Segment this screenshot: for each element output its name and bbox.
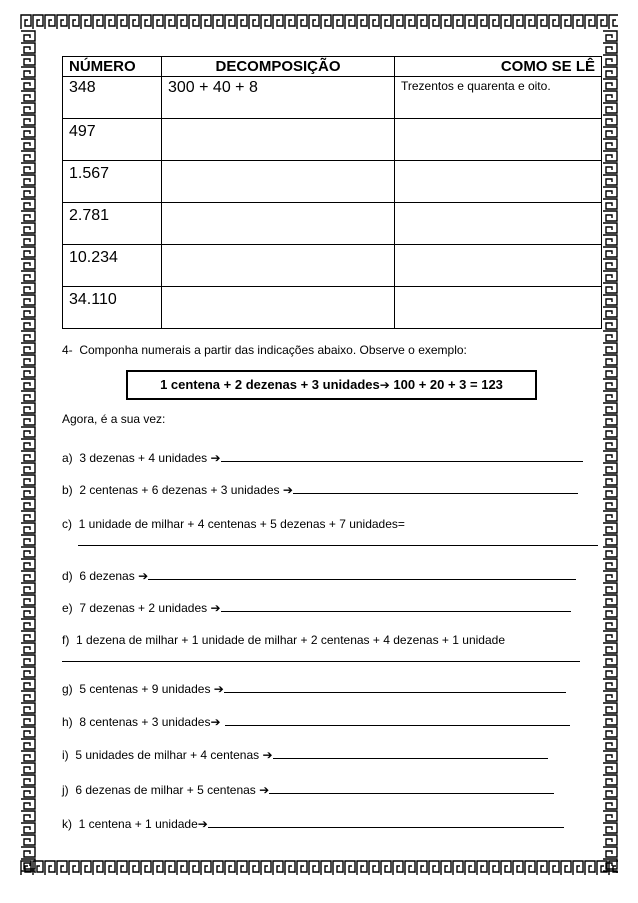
item-k [62,815,564,831]
answer-line[interactable] [148,567,576,580]
arrow-right-icon: ➔ [379,378,390,392]
arrow-right-icon: ➔ [259,783,270,797]
item-letter: e) [62,601,73,615]
item-a [62,449,583,465]
item-letter: i) [62,748,69,762]
answer-line[interactable] [273,746,548,759]
item-letter: j) [62,783,69,797]
answer-line[interactable] [78,533,598,546]
header-numero: NÚMERO [63,57,162,77]
table-row [63,287,602,329]
item-b [62,481,578,497]
table-header-row [63,57,602,77]
example-text: 1 centena + 2 dezenas + 3 unidades [160,377,380,392]
item-text: 1 centena + 1 unidade [78,817,198,831]
table-row [63,203,602,245]
decorative-border-right [602,30,618,873]
answer-line[interactable] [208,815,564,828]
item-letter: b) [62,483,73,497]
cell-decomposicao[interactable] [162,161,395,203]
header-como-se-le: COMO SE LÊ [395,57,602,77]
arrow-right-icon: ➔ [282,483,293,497]
arrow-right-icon: ➔ [138,569,149,583]
item-letter: g) [62,682,73,696]
cell-decomposicao[interactable] [162,203,395,245]
cell-numero: 1.567 [63,161,162,203]
answer-line[interactable] [221,449,583,462]
item-g [62,680,566,696]
cell-numero: 348 [63,77,162,119]
example-result: 100 + 20 + 3 = 123 [389,377,503,392]
arrow-right-icon: ➔ [262,748,273,762]
arrow-right-icon: ➔ [210,601,221,615]
item-f-answer [62,649,580,665]
item-text: 6 dezenas [79,569,139,583]
item-text: 7 dezenas + 2 unidades [79,601,211,615]
cell-leitura[interactable] [395,161,602,203]
arrow-right-icon: ➔ [210,715,221,729]
cell-leitura[interactable]: Trezentos e quarenta e oito. [395,77,602,119]
prompt-text: Agora, é a sua vez: [62,412,166,426]
arrow-right-icon: ➔ [213,682,224,696]
item-text: 1 unidade de milhar + 4 centenas + 5 dezenas + 7 unidades= [78,517,405,531]
item-text: 6 dezenas de milhar + 5 centenas [75,783,260,797]
table-row [63,161,602,203]
item-e [62,599,571,615]
item-f [62,633,505,647]
example-box [126,370,537,400]
table-row [63,77,602,119]
item-c-answer [78,533,598,549]
item-letter: k) [62,817,72,831]
item-text: 1 dezena de milhar + 1 unidade de milhar + 2 centenas + 4 dezenas + 1 unidade [76,633,505,647]
item-text: 2 centenas + 6 dezenas + 3 unidades [79,483,283,497]
item-text: 3 dezenas + 4 unidades [79,451,211,465]
cell-decomposicao[interactable] [162,287,395,329]
answer-line[interactable] [224,680,566,693]
cell-numero: 497 [63,119,162,161]
answer-line[interactable] [269,781,554,794]
cell-numero: 10.234 [63,245,162,287]
answer-line[interactable] [221,599,571,612]
cell-decomposicao[interactable] [162,245,395,287]
cell-decomposicao[interactable] [162,119,395,161]
cell-numero: 34.110 [63,287,162,329]
item-letter: f) [62,633,70,647]
item-text: 5 centenas + 9 unidades [79,682,214,696]
item-h [62,713,570,729]
answer-line[interactable] [62,649,580,662]
decorative-border-top [20,14,618,30]
cell-leitura[interactable] [395,245,602,287]
cell-leitura[interactable] [395,203,602,245]
arrow-right-icon: ➔ [210,451,221,465]
decorative-border-left [20,30,36,873]
item-d [62,567,576,583]
item-letter: h) [62,715,73,729]
item-c [62,517,405,531]
cell-leitura[interactable] [395,287,602,329]
exercise-instruction [62,343,467,357]
cell-decomposicao[interactable]: 300 + 40 + 8 [162,77,395,119]
table-row [63,119,602,161]
answer-line[interactable] [293,481,578,494]
header-decomposicao: DECOMPOSIÇÃO [162,57,395,77]
instruction-text: Componha numerais a partir das indicações abaixo. Observe o exemplo: [79,343,467,357]
exercise-number: 4- [62,343,73,357]
cell-numero: 2.781 [63,203,162,245]
answer-line[interactable] [225,713,570,726]
cell-leitura[interactable] [395,119,602,161]
table-row [63,245,602,287]
item-letter: c) [62,517,72,531]
item-letter: a) [62,451,73,465]
item-letter: d) [62,569,73,583]
decorative-border-bottom [20,860,618,876]
number-table [62,56,602,329]
item-j [62,781,554,797]
item-text: 5 unidades de milhar + 4 centenas [75,748,263,762]
arrow-right-icon: ➔ [197,817,208,831]
item-text: 8 centenas + 3 unidades [79,715,211,729]
item-i [62,746,548,762]
